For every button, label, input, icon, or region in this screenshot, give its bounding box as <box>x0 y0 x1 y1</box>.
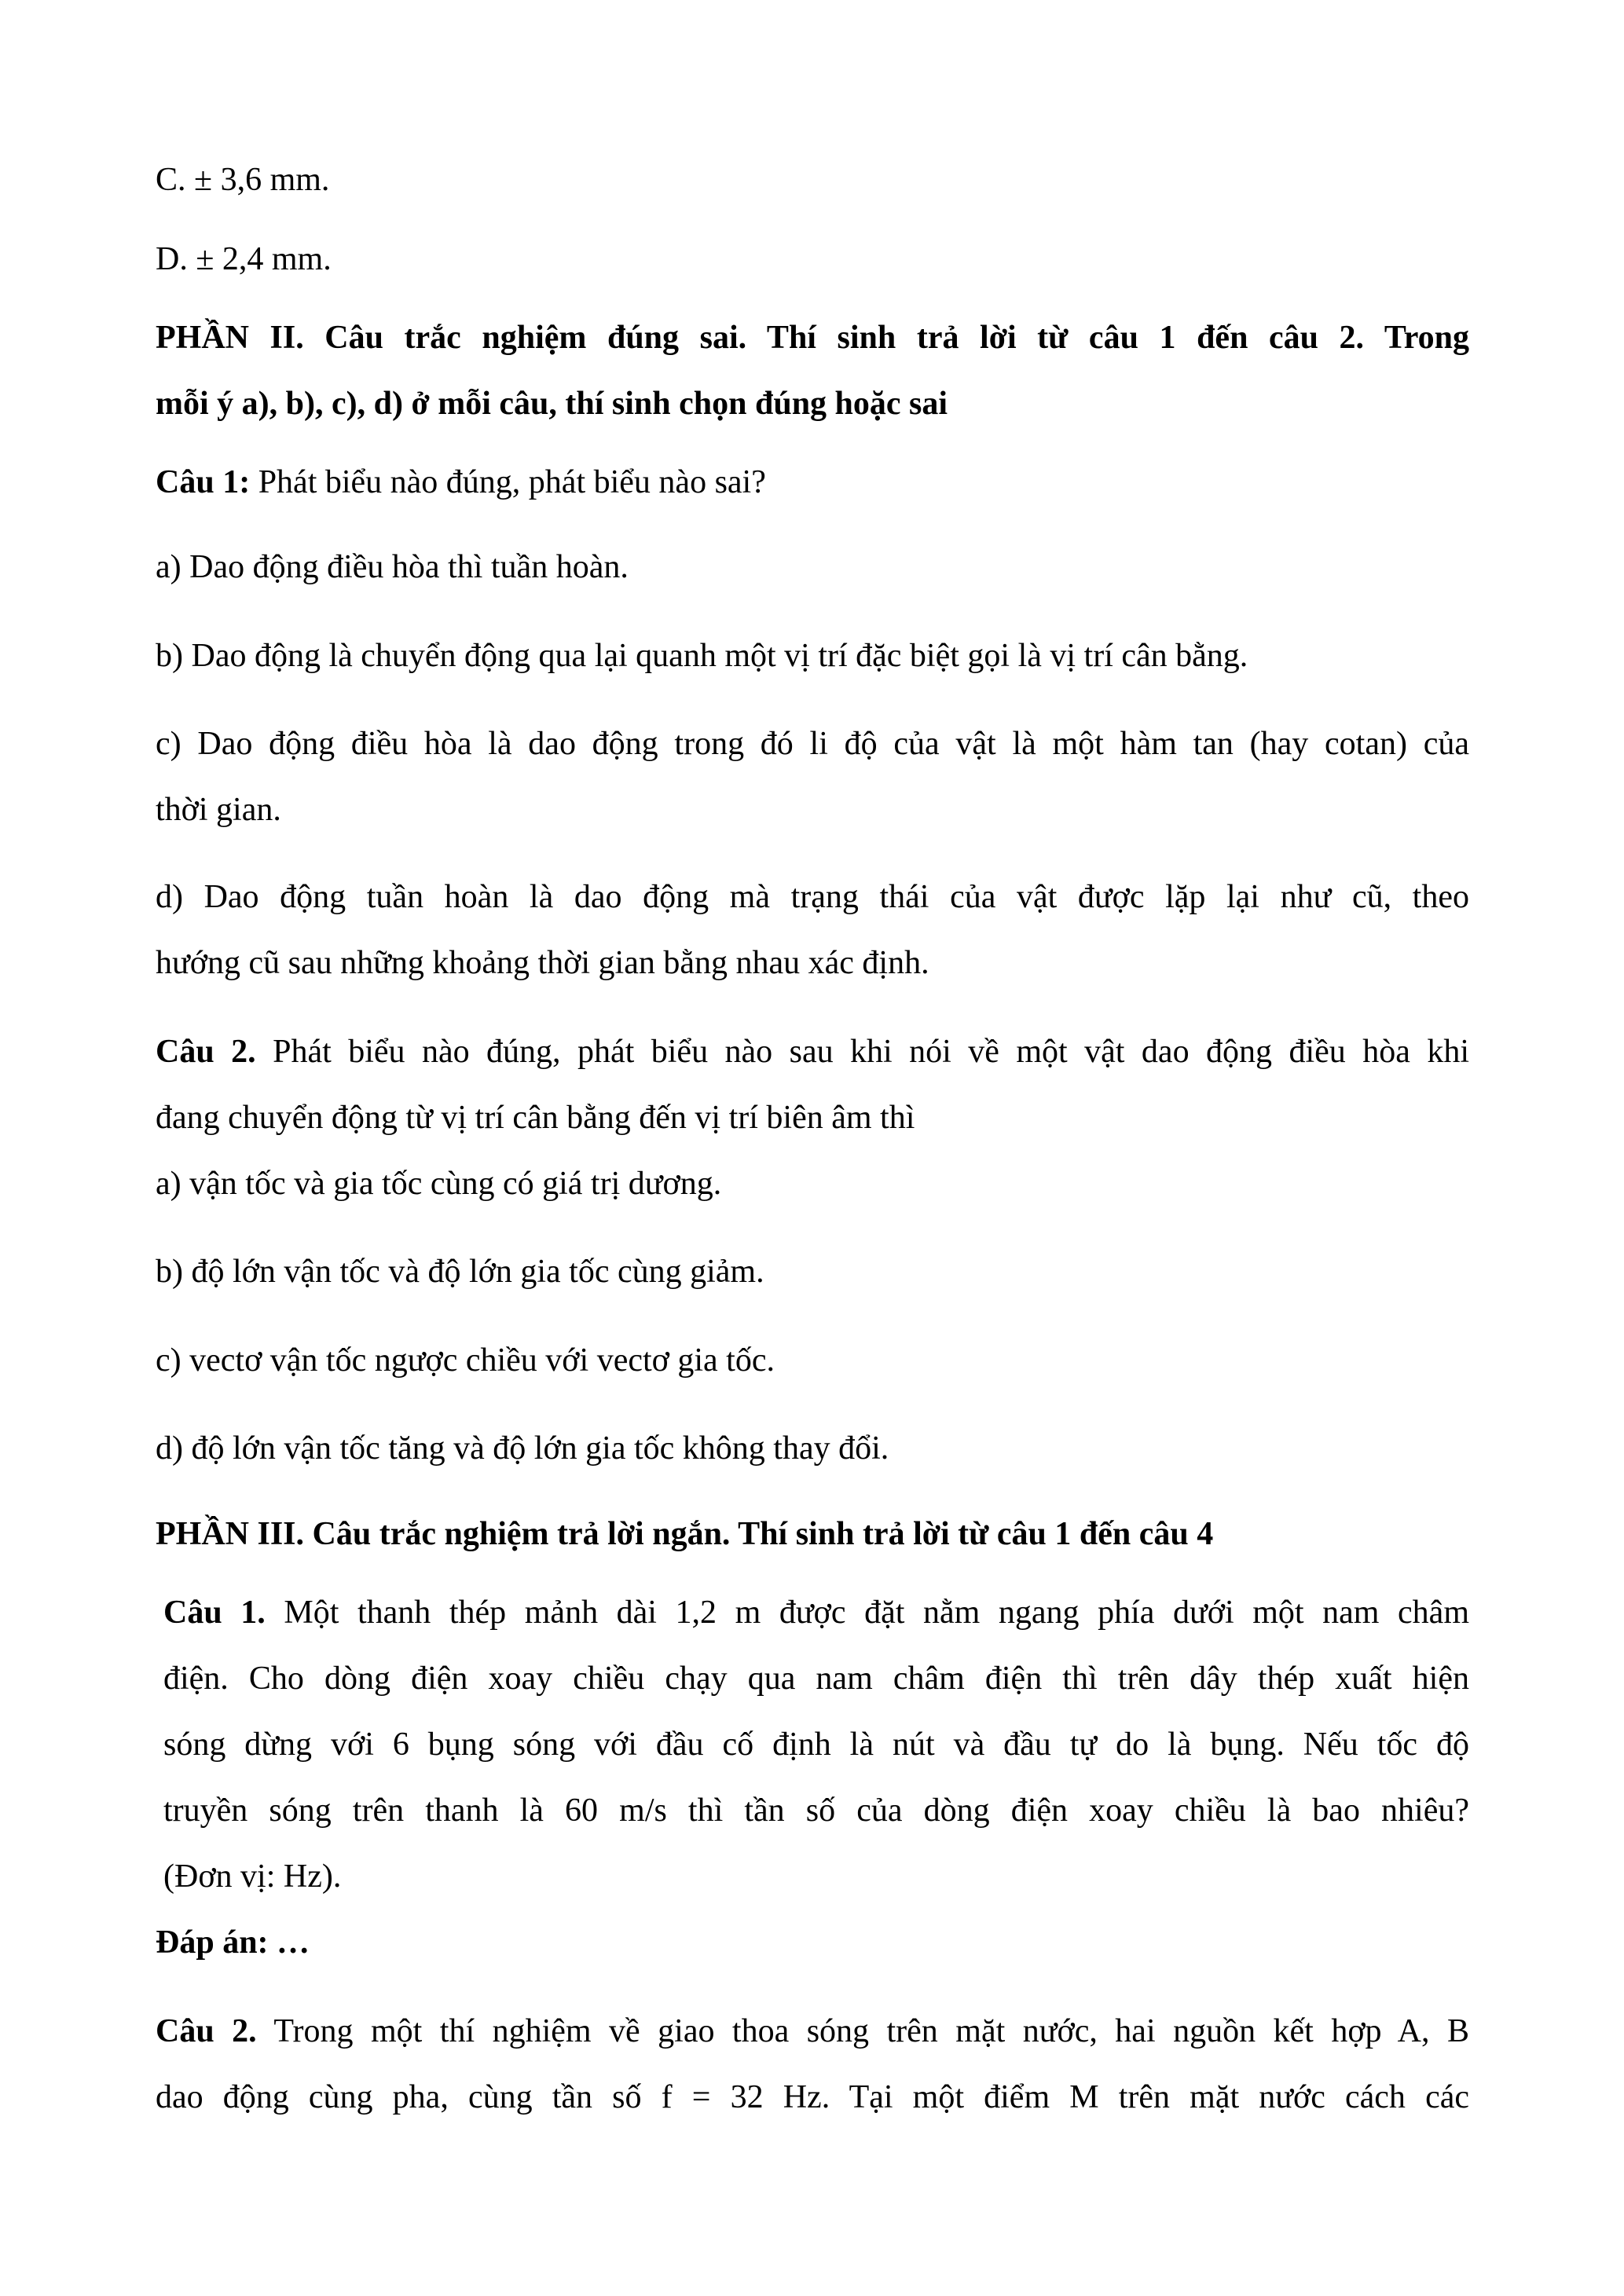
part2-heading-cont: mỗi ý a), b), c), d) ở mỗi câu, thí sinh chọn đúng hoặc sai <box>156 386 948 422</box>
part2-q2-item-b: b) độ lớn vận tốc và độ lớn gia tốc cùng giảm. <box>156 1254 764 1290</box>
part2-q1-item-d: d) Dao động tuần hoàn là dao động mà trạng thái của vật được lặp lại như cũ, theo <box>156 879 1469 915</box>
part2-question-1 <box>156 466 766 499</box>
option-d: D. ± 2,4 mm. <box>156 241 332 277</box>
part2-q2-item-c: c) vectơ vận tốc ngược chiều với vectơ gia tốc. <box>156 1342 775 1379</box>
option-c: C. ± 3,6 mm. <box>156 162 330 198</box>
part2-q2-item-a: a) vận tốc và gia tốc cùng có giá trị dương. <box>156 1166 722 1202</box>
question-text: Trong một thí nghiệm về giao thoa sóng trên mặt nước, hai nguồn kết hợp A, B <box>256 2013 1469 2049</box>
part3-q1-line-5: (Đơn vị: Hz). <box>163 1858 342 1895</box>
part2-q1-item-d-cont: hướng cũ sau những khoảng thời gian bằng nhau xác định. <box>156 945 929 981</box>
part3-q2-line-2: dao động cùng pha, cùng tần số f = 32 Hz. Tại một điểm M trên mặt nước cách các <box>156 2079 1469 2115</box>
part2-q1-item-c-cont: thời gian. <box>156 792 281 828</box>
part3-question-1 <box>163 1596 1469 1629</box>
question-text: Một thanh thép mảnh dài 1,2 m được đặt nằm ngang phía dưới một nam châm <box>265 1595 1469 1631</box>
part3-heading: PHẦN III. Câu trắc nghiệm trả lời ngắn. Thí sinh trả lời từ câu 1 đến câu 4 <box>156 1516 1214 1552</box>
question-text: Phát biểu nào đúng, phát biểu nào sai? <box>250 464 766 500</box>
part2-q1-item-b: b) Dao động là chuyển động qua lại quanh một vị trí đặc biệt gọi là vị trí cân bằng. <box>156 638 1248 674</box>
question-text: Phát biểu nào đúng, phát biểu nào sau khi nói về một vật dao động điều hòa khi <box>255 1034 1469 1070</box>
part2-question-2-cont: đang chuyển động từ vị trí cân bằng đến vị trí biên âm thì <box>156 1100 915 1136</box>
question-label: Câu 2. <box>156 1034 256 1070</box>
question-label: Câu 2. <box>156 2013 257 2049</box>
part3-question-2 <box>156 2015 1469 2048</box>
answer-label: Đáp án: … <box>156 1924 310 1961</box>
part3-q1-line-4: truyền sóng trên thanh là 60 m/s thì tần số của dòng điện xoay chiều là bao nhiêu? <box>163 1792 1469 1829</box>
question-label: Câu 1: <box>156 464 251 500</box>
part2-question-2 <box>156 1035 1469 1068</box>
part2-q2-item-d: d) độ lớn vận tốc tăng và độ lớn gia tốc không thay đổi. <box>156 1430 889 1467</box>
part2-q1-item-a: a) Dao động điều hòa thì tuần hoàn. <box>156 549 629 585</box>
part2-heading: PHẦN II. Câu trắc nghiệm đúng sai. Thí sinh trả lời từ câu 1 đến câu 2. Trong <box>156 320 1469 356</box>
part3-q1-line-2: điện. Cho dòng điện xoay chiều chạy qua nam châm điện thì trên dây thép xuất hiện <box>163 1661 1469 1697</box>
part2-q1-item-c: c) Dao động điều hòa là dao động trong đó li độ của vật là một hàm tan (hay cotan) của <box>156 726 1469 762</box>
part3-q1-line-3: sóng dừng với 6 bụng sóng với đầu cố định là nút và đầu tự do là bụng. Nếu tốc độ <box>163 1727 1469 1763</box>
question-label: Câu 1. <box>163 1595 266 1631</box>
